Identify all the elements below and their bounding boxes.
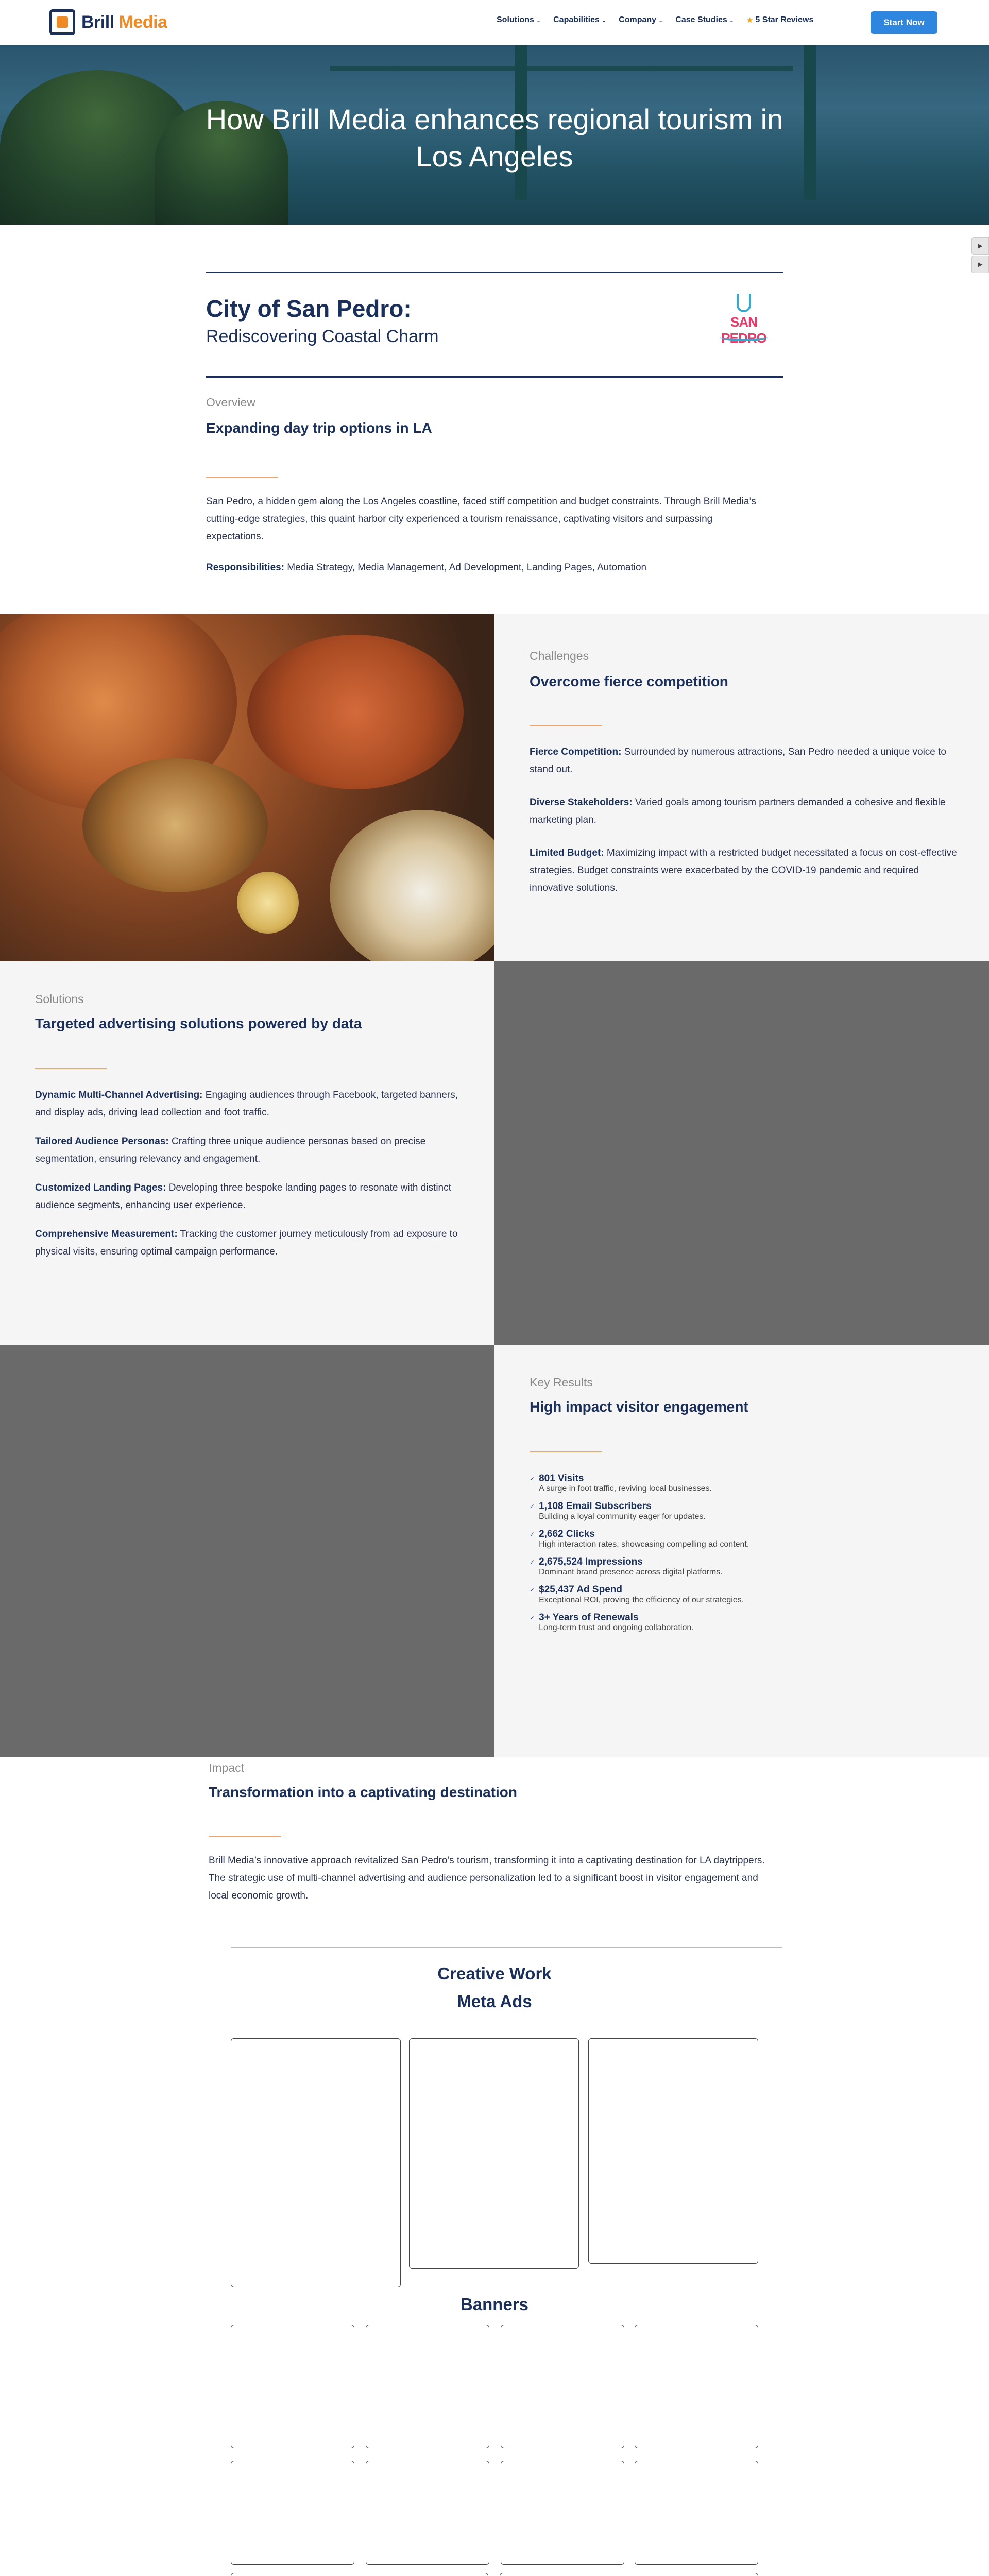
result-item: ✓ 2,662 Clicks High interaction rates, showcasing compelling ad content. (530, 1529, 749, 1549)
divider (206, 477, 278, 478)
challenges-heading: Overcome fierce competition (530, 673, 728, 689)
impact-heading: Transformation into a captivating destination (209, 1784, 517, 1800)
banners-title: Banners (460, 2295, 529, 2314)
impact-kicker: Impact (209, 1761, 245, 1774)
result-item: ✓ 1,108 Email Subscribers Building a loyal community eager for updates. (530, 1501, 706, 1521)
challenges-kicker: Challenges (530, 649, 589, 663)
result-item: ✓ 2,675,524 Impressions Dominant brand presence across digital platforms. (530, 1556, 723, 1577)
solutions-kicker: Solutions (35, 992, 84, 1006)
result-item: ✓ 801 Visits A surge in foot traffic, reviving local businesses. (530, 1473, 712, 1493)
case-header (206, 272, 783, 378)
overview-kicker: Overview (206, 396, 255, 409)
check-icon: ✓ (530, 1614, 535, 1621)
responsibilities: Responsibilities: Media Strategy, Media Management, Ad Development, Landing Pages, Automation (206, 562, 647, 573)
seafood-platter-image (0, 614, 494, 961)
solution-item: Customized Landing Pages: Developing three bespoke landing pages to resonate with distinct audience segments, enhancing user experience. (35, 1182, 451, 1211)
scroll-control-down[interactable]: ▶ (971, 256, 989, 273)
wave-icon (720, 334, 768, 341)
meta-ad-thumbnail[interactable] (409, 2038, 579, 2269)
meta-ads-title: Meta Ads (457, 1992, 532, 2011)
divider (209, 1836, 281, 1837)
results-section (494, 1345, 989, 1757)
challenge-item: Diverse Stakeholders: Varied goals among tourism partners demanded a cohesive and flexible marketing plan. (530, 797, 946, 825)
banner-thumbnail[interactable] (501, 2461, 624, 2565)
chevron-down-icon: ⌄ (601, 17, 607, 24)
banner-thumbnail[interactable] (366, 2325, 489, 2448)
result-item: ✓ $25,437 Ad Spend Exceptional ROI, proving the efficiency of our strategies. (530, 1584, 744, 1604)
nav-company[interactable]: Company ⌄ (619, 15, 663, 24)
banner-thumbnail[interactable] (231, 2325, 354, 2448)
site-header (0, 0, 989, 45)
impact-body: Brill Media’s innovative approach revitalized San Pedro’s tourism, transforming it into a captivating destination for LA daytrippers. The strategic use of multi-channel advertising and audience personalization led to a significant boost in visitor engagement and local economic growth. (209, 1855, 765, 1901)
banner-thumbnail[interactable] (366, 2461, 489, 2565)
solution-item: Comprehensive Measurement: Tracking the customer journey meticulously from ad exposure to physical visits, ensuring optimal campaign performance. (35, 1229, 458, 1257)
solutions-section (0, 961, 494, 1345)
challenges-section (494, 614, 989, 961)
banner-thumbnail[interactable] (635, 2461, 758, 2565)
nav-reviews[interactable]: ★ 5 Star Reviews (746, 15, 814, 25)
logo-accent-text: Media (118, 12, 167, 32)
scroll-control-up[interactable]: ▶ (971, 237, 989, 255)
start-now-button[interactable]: Start Now (871, 11, 937, 34)
chevron-down-icon: ⌄ (536, 17, 541, 24)
check-icon: ✓ (530, 1586, 535, 1594)
overview-section (206, 396, 783, 577)
section-divider (231, 1947, 782, 1948)
san-pedro-logo: SAN PEDRO (713, 293, 775, 354)
check-icon: ✓ (530, 1475, 535, 1482)
divider (530, 725, 602, 726)
result-item: ✓ 3+ Years of Renewals Long-term trust and ongoing collaboration. (530, 1612, 694, 1632)
hero-banner (0, 45, 989, 225)
star-icon: ★ (746, 16, 754, 25)
image-placeholder (494, 961, 989, 1345)
logo-icon (49, 9, 75, 35)
check-icon: ✓ (530, 1503, 535, 1510)
solution-item: Tailored Audience Personas: Crafting three unique audience personas based on precise segmentation, ensuring relevancy and engagement. (35, 1136, 426, 1164)
check-icon: ✓ (530, 1558, 535, 1566)
banner-thumbnail[interactable] (501, 2325, 624, 2448)
anchor-icon (737, 294, 751, 312)
nav-case-studies[interactable]: Case Studies ⌄ (675, 15, 734, 24)
overview-body: San Pedro, a hidden gem along the Los Angeles coastline, faced stiff competition and budget constraints. Through Brill Media’s cutting-edge strategies, this quaint harbor city experienced a tourism renaissance, captivating visitors and surpassing expectations. (206, 496, 756, 542)
hero-title: How Brill Media enhances regional tourism in Los Angeles (206, 103, 783, 173)
nav-solutions[interactable]: Solutions ⌄ (497, 15, 541, 24)
banner-thumbnail[interactable] (231, 2461, 354, 2565)
brand-logo[interactable] (49, 9, 167, 35)
challenge-item: Fierce Competition: Surrounded by numerous attractions, San Pedro needed a unique voice to stand out. (530, 747, 946, 775)
banner-thumbnail[interactable] (635, 2325, 758, 2448)
banner-thumbnail[interactable] (500, 2573, 758, 2576)
meta-ad-thumbnail[interactable] (231, 2038, 401, 2287)
check-icon: ✓ (530, 1531, 535, 1538)
chevron-down-icon: ⌄ (729, 17, 734, 24)
challenge-item: Limited Budget: Maximizing impact with a restricted budget necessitated a focus on cost-effective strategies. Budget constraints were exacerbated by the COVID-19 pandemic and required innovative solutions. (530, 848, 957, 893)
nav-capabilities[interactable]: Capabilities ⌄ (553, 15, 607, 24)
results-kicker: Key Results (530, 1376, 593, 1389)
main-nav (497, 15, 813, 25)
case-title: City of San Pedro: (206, 295, 412, 322)
solutions-heading: Targeted advertising solutions powered by data (35, 1015, 362, 1031)
case-subtitle: Rediscovering Coastal Charm (206, 327, 439, 346)
results-heading: High impact visitor engagement (530, 1399, 748, 1415)
divider (35, 1068, 107, 1069)
solution-item: Dynamic Multi-Channel Advertising: Engaging audiences through Facebook, targeted banners, and display ads, driving lead collection and foot traffic. (35, 1090, 458, 1118)
logo-brand-text: Brill (81, 12, 114, 32)
creative-work-title: Creative Work (437, 1964, 552, 1983)
chevron-down-icon: ⌄ (658, 17, 663, 24)
divider (530, 1451, 602, 1452)
image-placeholder (0, 1345, 494, 1757)
meta-ad-thumbnail[interactable] (588, 2038, 758, 2264)
banner-thumbnail[interactable] (231, 2573, 488, 2576)
overview-heading: Expanding day trip options in LA (206, 420, 432, 436)
impact-section (209, 1761, 786, 1905)
